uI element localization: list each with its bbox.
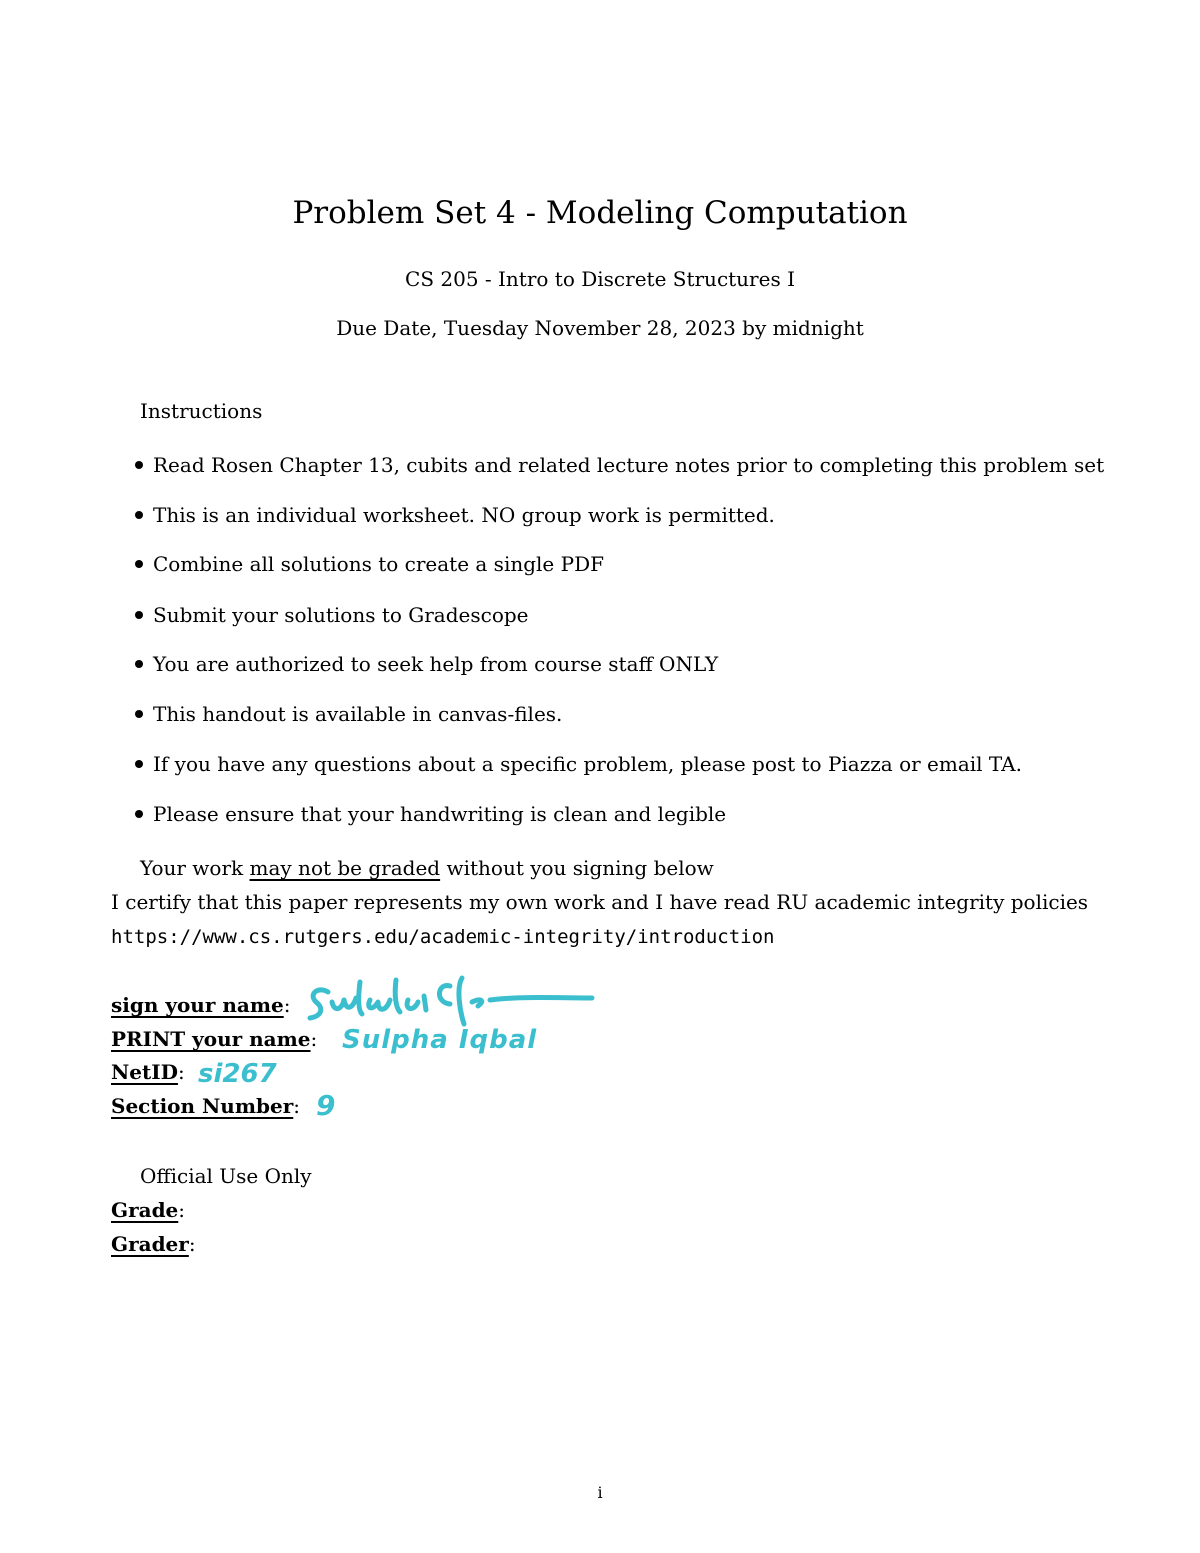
grade-label: Grade	[111, 1198, 179, 1222]
field-colon: :	[178, 1198, 186, 1222]
bullet-icon	[135, 611, 143, 619]
print-name-field	[111, 1025, 317, 1053]
field-colon: :	[310, 1027, 318, 1051]
grader-label: Grader	[111, 1232, 189, 1256]
certify-statement: I certify that this paper represents my own work and I have read RU academic integrity policies	[111, 890, 1089, 914]
bullet-icon	[135, 660, 143, 668]
field-colon: :	[283, 993, 291, 1017]
list-item	[135, 501, 775, 529]
signature-image	[300, 972, 600, 1030]
list-item	[135, 451, 1104, 479]
field-colon: :	[177, 1060, 185, 1084]
bullet-icon	[135, 760, 143, 768]
handwritten-netid: si267	[198, 1059, 277, 1089]
list-item	[135, 550, 604, 578]
list-item-text: Combine all solutions to create a single PDF	[153, 552, 604, 576]
bullet-icon	[135, 511, 143, 519]
list-item-text: Submit your solutions to Gradescope	[153, 603, 529, 627]
sign-name-label: sign your name	[111, 993, 284, 1017]
due-date: Due Date, Tuesday November 28, 2023 by midnight	[336, 316, 864, 340]
list-item	[135, 650, 718, 678]
list-item-text: Read Rosen Chapter 13, cubits and related lecture notes prior to completing this problem set	[153, 453, 1105, 477]
signing-note-prefix: Your work	[140, 856, 250, 880]
handwritten-section: 9	[316, 1089, 336, 1122]
list-item-text: Please ensure that your handwriting is clean and legible	[153, 802, 727, 826]
sign-name-field	[111, 991, 290, 1019]
bullet-icon	[135, 710, 143, 718]
signing-note-emphasis: may not be graded	[249, 856, 441, 880]
list-item-text: If you have any questions about a specific problem, please post to Piazza or email TA.	[153, 752, 1022, 776]
grader-field	[111, 1230, 196, 1258]
grade-field	[111, 1196, 185, 1224]
netid-label: NetID	[111, 1060, 178, 1084]
field-colon: :	[293, 1094, 301, 1118]
signing-note-suffix: without you signing below	[440, 856, 714, 880]
section-label: Section Number	[111, 1094, 294, 1118]
instructions-heading: Instructions	[140, 399, 263, 423]
list-item-text: You are authorized to seek help from course staff ONLY	[153, 652, 719, 676]
list-item-text: This is an individual worksheet. NO group work is permitted.	[153, 503, 775, 527]
list-item-text: This handout is available in canvas-files.	[153, 702, 563, 726]
list-item	[135, 700, 562, 728]
handwritten-print-name: Sulpha Iqbal	[342, 1025, 538, 1055]
course-name: CS 205 - Intro to Discrete Structures I	[405, 267, 795, 291]
list-item	[135, 800, 726, 828]
list-item	[135, 601, 529, 629]
print-name-label: PRINT your name	[111, 1027, 311, 1051]
field-colon: :	[188, 1232, 196, 1256]
signing-note	[140, 854, 714, 882]
page-number: i	[597, 1483, 603, 1502]
list-item	[135, 750, 1022, 778]
bullet-icon	[135, 810, 143, 818]
integrity-link[interactable]: https://www.cs.rutgers.edu/academic-integrity/introduction	[111, 926, 775, 948]
bullet-icon	[135, 461, 143, 469]
netid-field	[111, 1058, 185, 1086]
page-title: Problem Set 4 - Modeling Computation	[292, 195, 908, 231]
section-field	[111, 1092, 300, 1120]
official-use-heading: Official Use Only	[140, 1164, 312, 1188]
bullet-icon	[135, 560, 143, 568]
